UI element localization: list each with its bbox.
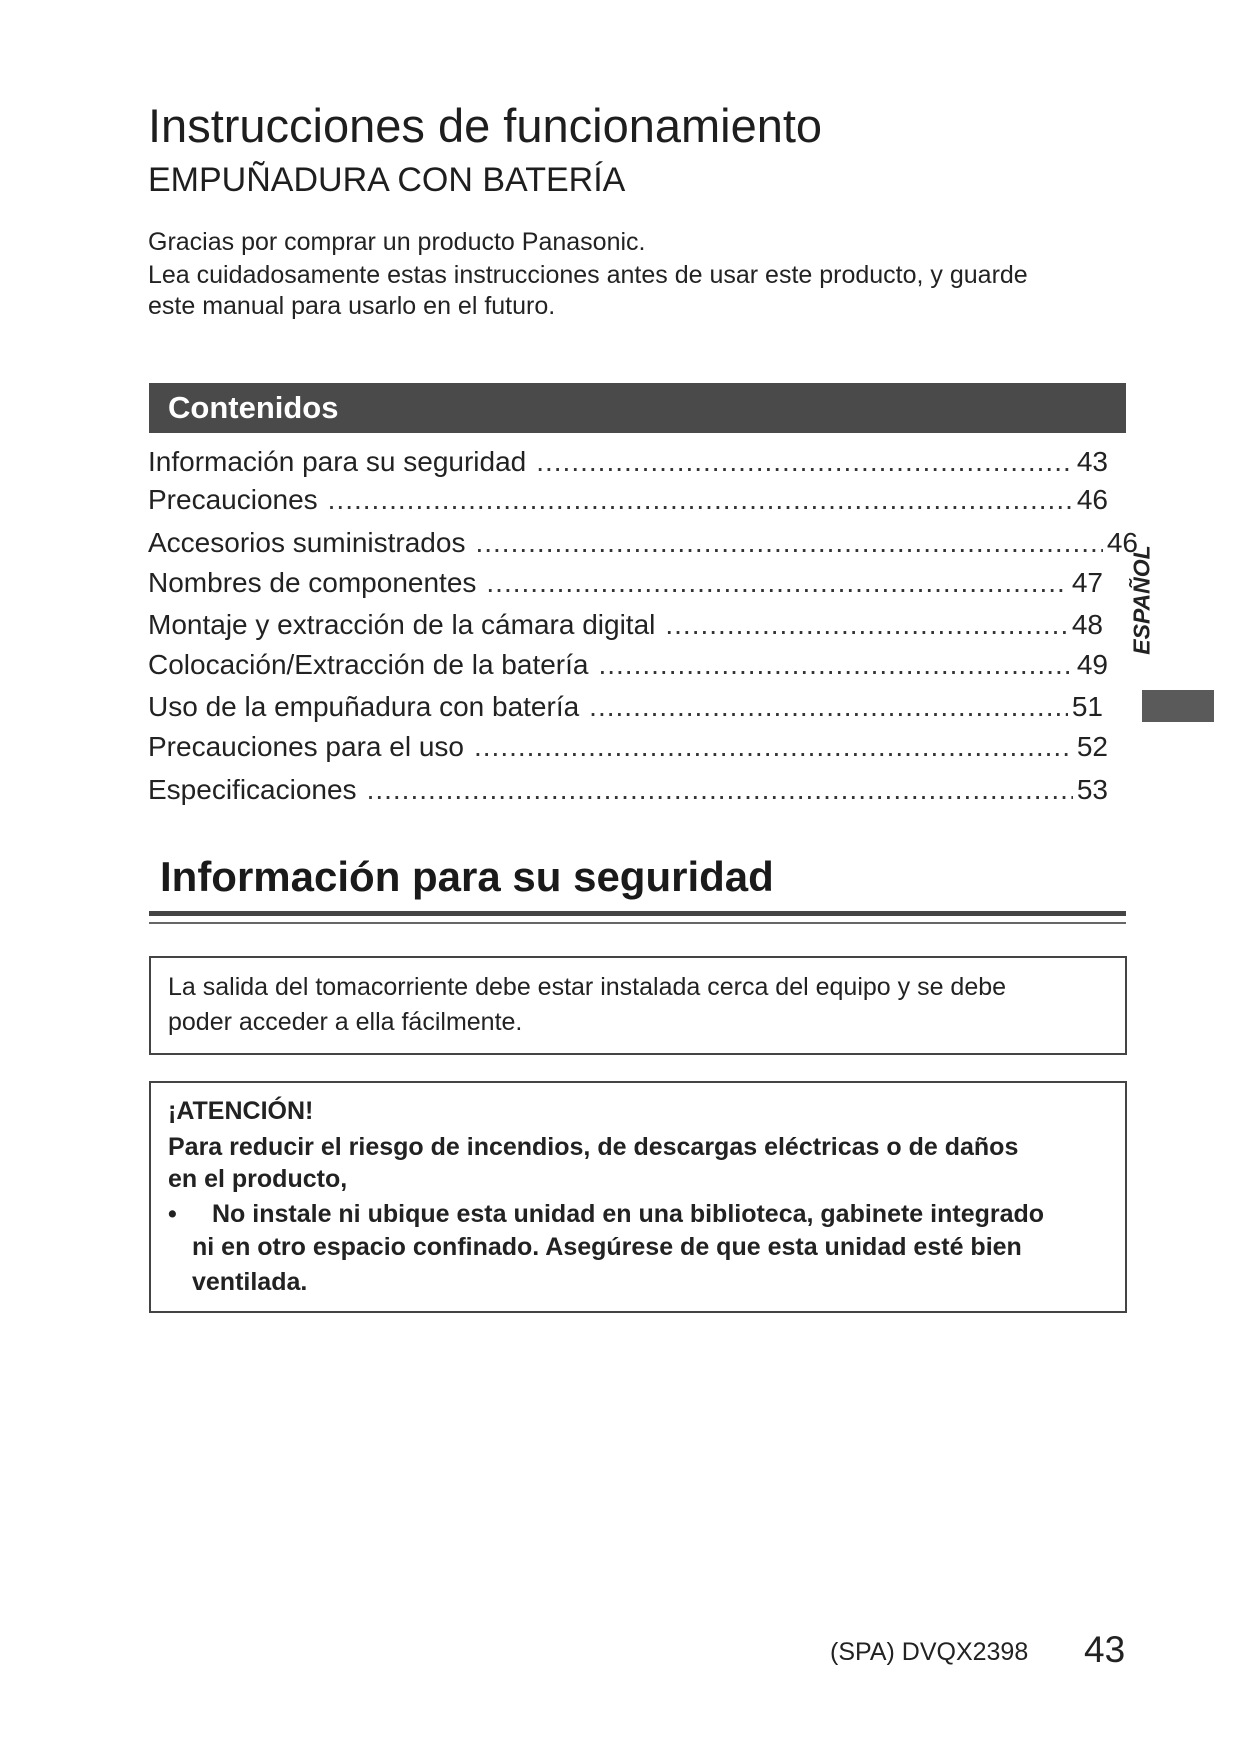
- toc-leader-dots: [536, 444, 1073, 480]
- language-tab: [1122, 520, 1162, 680]
- notice-text: poder acceder a ella fácilmente.: [168, 1008, 523, 1036]
- toc-entry[interactable]: [148, 444, 1108, 480]
- toc-leader-dots: [665, 607, 1067, 643]
- toc-leader-dots: [328, 482, 1073, 518]
- intro-line: Gracias por comprar un producto Panasonic.: [148, 228, 646, 256]
- toc-entry-title: Montaje y extracción de la cámara digital: [148, 609, 656, 640]
- bullet-icon: •: [168, 1200, 177, 1228]
- toc-entry-page: 43: [1076, 446, 1108, 477]
- warning-bullet-text: ni en otro espacio confinado. Asegúrese de que esta unidad esté bien: [192, 1233, 1022, 1261]
- language-tab-marker: [1142, 690, 1214, 722]
- toc-entry-page: 49: [1076, 649, 1108, 680]
- warning-bullet-text: ventilada.: [192, 1268, 308, 1296]
- intro-line: este manual para usarlo en el futuro.: [148, 292, 556, 320]
- toc-entry[interactable]: [148, 647, 1108, 683]
- toc-entry[interactable]: [148, 772, 1108, 808]
- document-code: (SPA) DVQX2398: [830, 1638, 1029, 1666]
- toc-leader-dots: [474, 729, 1073, 765]
- toc-leader-dots: [598, 647, 1072, 683]
- language-tab-label: ESPAÑOL: [1128, 545, 1155, 655]
- warning-text: Para reducir el riesgo de incendios, de descargas eléctricas o de daños: [168, 1133, 1019, 1161]
- toc-entry-page: 47: [1071, 567, 1103, 598]
- toc-entry-title: Uso de la empuñadura con batería: [148, 691, 580, 722]
- toc-entry[interactable]: [148, 525, 1138, 561]
- toc-entry[interactable]: [148, 729, 1108, 765]
- toc-leader-dots: [475, 525, 1102, 561]
- toc-entry-page: 53: [1076, 774, 1108, 805]
- toc-leader-dots: [486, 565, 1067, 601]
- warning-bullet-text: No instale ni ubique esta unidad en una biblioteca, gabinete integrado: [212, 1200, 1045, 1228]
- toc-leader-dots: [367, 772, 1073, 808]
- heading-rule-thick: [149, 911, 1126, 916]
- toc-entry[interactable]: [148, 482, 1108, 518]
- warning-title: ¡ATENCIÓN!: [168, 1097, 314, 1125]
- toc-entry-page: 51: [1071, 691, 1103, 722]
- toc-entry[interactable]: [148, 607, 1103, 643]
- toc-entry-title: Precauciones: [148, 484, 318, 515]
- intro-line: Lea cuidadosamente estas instrucciones antes de usar este producto, y guarde: [148, 261, 1028, 289]
- toc-entry-page: 48: [1071, 609, 1103, 640]
- notice-text: La salida del tomacorriente debe estar instalada cerca del equipo y se debe: [168, 973, 1007, 1001]
- toc-entry-title: Colocación/Extracción de la batería: [148, 649, 589, 680]
- heading-rule-thin: [149, 922, 1126, 924]
- toc-entry-title: Información para su seguridad: [148, 446, 527, 477]
- toc-entry-page: 46: [1106, 527, 1138, 558]
- toc-entry-page: 52: [1076, 731, 1108, 762]
- page-subtitle: EMPUÑADURA CON BATERÍA: [148, 161, 626, 199]
- warning-text: en el producto,: [168, 1165, 348, 1193]
- toc-entry[interactable]: [148, 689, 1103, 725]
- toc-entry-title: Nombres de componentes: [148, 567, 477, 598]
- toc-entry-title: Precauciones para el uso: [148, 731, 464, 762]
- toc-leader-dots: [589, 689, 1068, 725]
- page-number: 43: [1084, 1629, 1126, 1670]
- toc-entry-page: 46: [1076, 484, 1108, 515]
- toc-entry-title: Especificaciones: [148, 774, 357, 805]
- contents-heading: Contenidos: [168, 390, 339, 425]
- toc-entry[interactable]: [148, 565, 1103, 601]
- section-heading: Información para su seguridad: [160, 853, 774, 900]
- page-title: Instrucciones de funcionamiento: [148, 99, 823, 152]
- toc-entry-title: Accesorios suministrados: [148, 527, 466, 558]
